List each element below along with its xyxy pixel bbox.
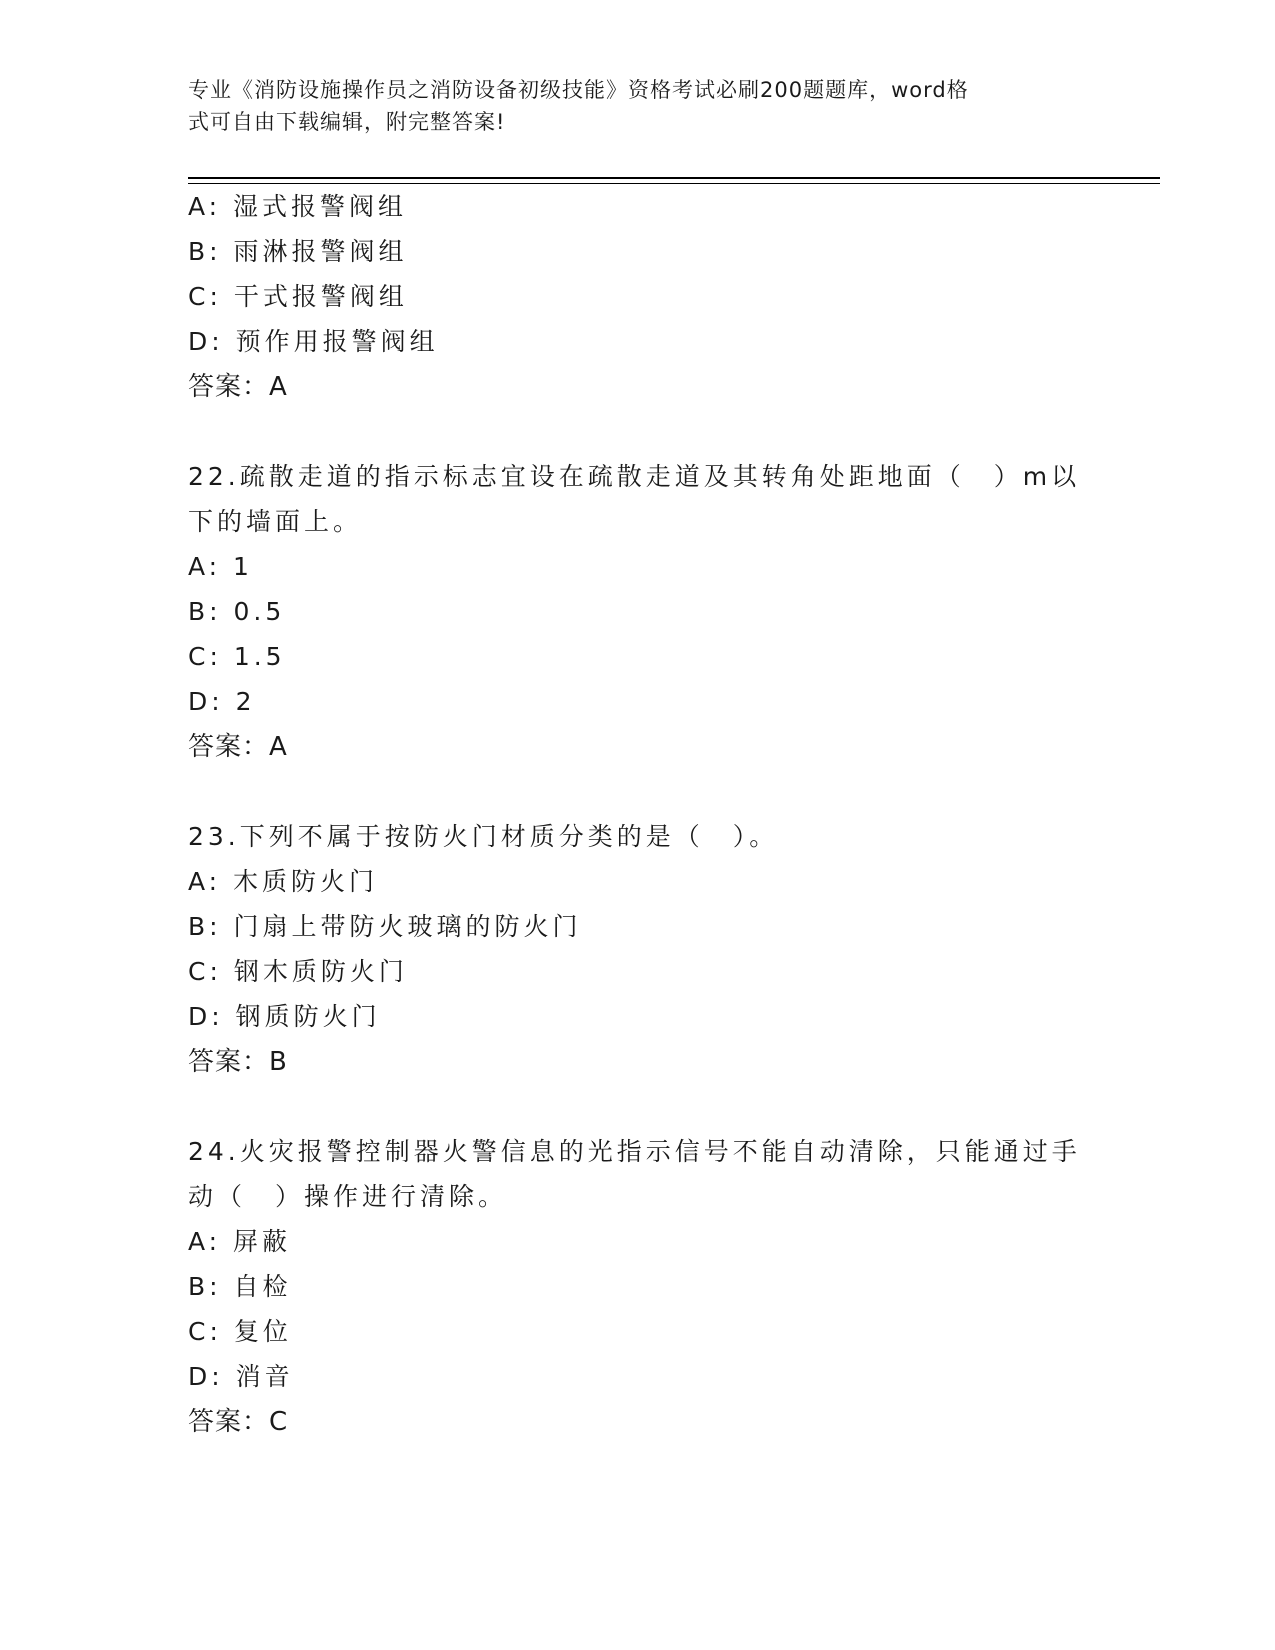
q23-option-b: B: 门扇上带防火玻璃的防火门 <box>188 912 582 941</box>
q23-answer: 答案：B <box>188 1047 288 1077</box>
q21-option-b: B: 雨淋报警阀组 <box>188 237 408 266</box>
q24-stem-line-2: 动（ ）操作进行清除。 <box>188 1182 508 1211</box>
q23-stem-line-1: 23.下列不属于按防火门材质分类的是（ ）。 <box>188 822 779 851</box>
q24-option-a: A: 屏蔽 <box>188 1227 292 1256</box>
q24-option-b: B: 自检 <box>188 1272 292 1301</box>
q21-answer: 答案：A <box>188 372 288 402</box>
q24-option-c: C: 复位 <box>188 1317 292 1346</box>
header-line-2: 式可自由下载编辑，附完整答案! <box>188 110 506 134</box>
q21-option-a: A: 湿式报警阀组 <box>188 192 408 221</box>
q23-option-c: C: 钢木质防火门 <box>188 957 408 986</box>
document-header <box>188 74 1068 138</box>
header-line-1: 专业《消防设施操作员之消防设备初级技能》资格考试必刷200题题库，word格 <box>188 78 969 102</box>
q21-option-c: C: 干式报警阀组 <box>188 282 408 311</box>
q23-option-a: A: 木质防火门 <box>188 867 379 896</box>
header-divider-thick <box>188 177 1160 179</box>
q22-option-d: D: 2 <box>188 687 256 716</box>
q22-stem-line-1: 22.疏散走道的指示标志宜设在疏散走道及其转角处距地面（ ）m以 <box>188 462 1081 491</box>
q24-option-d: D: 消音 <box>188 1362 294 1391</box>
q22-option-c: C: 1.5 <box>188 642 286 671</box>
q24-stem-line-1: 24.火灾报警控制器火警信息的光指示信号不能自动清除，只能通过手 <box>188 1137 1081 1166</box>
header-divider-thin <box>188 183 1160 184</box>
q22-option-a: A: 1 <box>188 552 253 581</box>
q22-answer: 答案：A <box>188 732 288 762</box>
q22-stem-line-2: 下的墙面上。 <box>188 507 363 536</box>
q22-option-b: B: 0.5 <box>188 597 286 626</box>
q21-option-d: D: 预作用报警阀组 <box>188 327 439 356</box>
q23-option-d: D: 钢质防火门 <box>188 1002 381 1031</box>
q24-answer: 答案：C <box>188 1407 289 1437</box>
